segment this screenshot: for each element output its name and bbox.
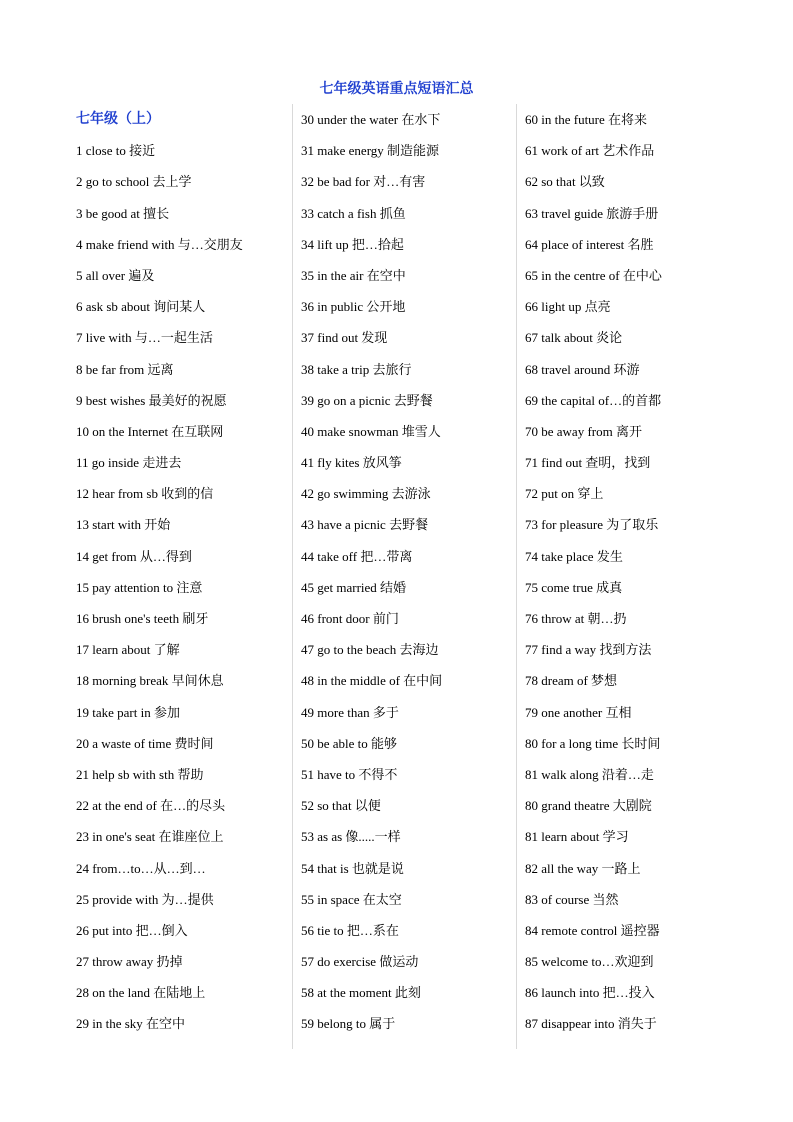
phrase-entry: 25 provide with 为…提供 bbox=[76, 891, 214, 907]
phrase-entry: 7 live with 与…一起生活 bbox=[76, 330, 213, 346]
phrase-entry: 77 find a way 找到方法 bbox=[525, 642, 652, 658]
phrase-entry: 72 put on 穿上 bbox=[525, 486, 604, 502]
phrase-entry: 49 more than 多于 bbox=[301, 704, 399, 720]
phrase-entry: 79 one another 互相 bbox=[525, 704, 632, 720]
phrase-entry: 80 for a long time 长时间 bbox=[525, 735, 661, 751]
phrase-entry: 38 take a trip 去旅行 bbox=[301, 361, 412, 377]
column-2 bbox=[292, 104, 515, 1049]
phrase-entry: 46 front door 前门 bbox=[301, 611, 399, 626]
phrase-entry: 73 for pleasure 为了取乐 bbox=[525, 517, 659, 533]
phrase-entry: 69 the capital of…的首都 bbox=[525, 392, 662, 408]
phrase-entry: 11 go inside 走进去 bbox=[76, 455, 182, 471]
phrase-entry: 67 talk about 炎论 bbox=[525, 330, 623, 346]
phrase-entry: 6 ask sb about 询问某人 bbox=[76, 299, 206, 315]
phrase-entry: 32 be bad for 对…有害 bbox=[301, 174, 426, 190]
phrase-entry: 56 tie to 把…系在 bbox=[301, 922, 399, 938]
phrase-entry: 37 find out 发现 bbox=[301, 330, 388, 346]
phrase-entry: 9 best wishes 最美好的祝愿 bbox=[76, 392, 227, 408]
phrase-entry: 60 in the future 在将来 bbox=[525, 112, 648, 127]
phrase-entry: 34 lift up 把…拾起 bbox=[301, 236, 404, 252]
phrase-entry: 47 go to the beach 去海边 bbox=[301, 642, 439, 658]
phrase-entry: 1 close to 接近 bbox=[76, 143, 156, 159]
phrase-entry: 36 in public 公开地 bbox=[301, 299, 406, 315]
phrase-entry: 26 put into 把…倒入 bbox=[76, 922, 188, 938]
phrase-entry: 50 be able to 能够 bbox=[301, 735, 398, 751]
phrase-entry: 85 welcome to…欢迎到 bbox=[525, 954, 654, 970]
phrase-entry: 5 all over 遍及 bbox=[76, 267, 155, 283]
phrase-entry: 54 that is 也就是说 bbox=[301, 860, 404, 876]
phrase-entry: 4 make friend with 与…交朋友 bbox=[76, 236, 243, 252]
column-1 bbox=[68, 104, 290, 1049]
phrase-entry: 33 catch a fish 抓鱼 bbox=[301, 205, 406, 221]
phrase-entry: 35 in the air 在空中 bbox=[301, 267, 406, 283]
page-title: 七年级英语重点短语汇总 bbox=[319, 82, 474, 97]
phrase-entry: 58 at the moment 此刻 bbox=[301, 985, 421, 1001]
phrase-entry: 18 morning break 早间休息 bbox=[76, 673, 224, 689]
phrase-entry: 71 find out 查明，找到 bbox=[525, 455, 651, 471]
phrase-entry: 66 light up 点亮 bbox=[525, 299, 611, 315]
phrase-entry: 15 pay attention to 注意 bbox=[76, 579, 203, 595]
phrase-entry: 78 dream of 梦想 bbox=[525, 673, 618, 689]
phrase-entry: 45 get married 结婚 bbox=[301, 579, 407, 595]
phrase-entry: 12 hear from sb 收到的信 bbox=[76, 486, 214, 502]
phrase-entry: 17 learn about 了解 bbox=[76, 642, 180, 658]
phrase-entry: 48 in the middle of 在中间 bbox=[301, 673, 443, 689]
phrase-entry: 65 in the centre of 在中心 bbox=[525, 267, 662, 283]
phrase-entry: 10 on the Internet 在互联网 bbox=[76, 423, 224, 439]
phrase-entry: 81 learn about 学习 bbox=[525, 829, 629, 845]
phrase-entry: 30 under the water 在水下 bbox=[301, 112, 441, 127]
phrase-entry: 51 have to 不得不 bbox=[301, 766, 398, 782]
phrase-entry: 63 travel guide 旅游手册 bbox=[525, 205, 659, 221]
column-3 bbox=[516, 104, 739, 1049]
phrase-entry: 3 be good at 擅长 bbox=[76, 205, 170, 221]
phrase-entry: 43 have a picnic 去野餐 bbox=[301, 517, 429, 533]
phrase-entry: 57 do exercise 做运动 bbox=[301, 954, 419, 970]
phrase-entry: 29 in the sky 在空中 bbox=[76, 1016, 186, 1032]
phrase-entry: 80 grand theatre 大剧院 bbox=[525, 798, 652, 814]
phrase-entry: 87 disappear into 消失于 bbox=[525, 1016, 657, 1032]
phrase-entry: 44 take off 把…带离 bbox=[301, 548, 413, 564]
phrase-entry: 14 get from 从…得到 bbox=[76, 548, 192, 564]
phrase-entry: 42 go swimming 去游泳 bbox=[301, 486, 431, 502]
phrase-entry: 61 work of art 艺术作品 bbox=[525, 143, 655, 159]
phrase-entry: 2 go to school 去上学 bbox=[76, 174, 192, 190]
phrase-entry: 16 brush one's teeth 刷牙 bbox=[76, 611, 209, 626]
phrase-entry: 19 take part in 参加 bbox=[76, 704, 180, 720]
phrase-entry: 74 take place 发生 bbox=[525, 548, 623, 564]
phrase-entry: 21 help sb with sth 帮助 bbox=[76, 766, 204, 782]
phrase-entry: 23 in one's seat 在谁座位上 bbox=[76, 829, 224, 845]
phrase-entry: 81 walk along 沿着…走 bbox=[525, 766, 654, 782]
phrase-entry: 31 make energy 制造能源 bbox=[301, 143, 440, 159]
phrase-entry: 52 so that 以便 bbox=[301, 798, 381, 814]
phrase-entry: 59 belong to 属于 bbox=[301, 1016, 396, 1032]
phrase-entry: 70 be away from 离开 bbox=[525, 423, 642, 439]
phrase-entry: 22 at the end of 在…的尽头 bbox=[76, 798, 226, 814]
phrase-entry: 55 in space 在太空 bbox=[301, 891, 402, 907]
phrase-entry: 40 make snowman 堆雪人 bbox=[301, 423, 441, 439]
phrase-entry: 84 remote control 遥控器 bbox=[525, 922, 660, 938]
phrase-entry: 62 so that 以致 bbox=[525, 174, 605, 190]
phrase-entry: 86 launch into 把…投入 bbox=[525, 985, 655, 1001]
section-heading: 七年级（上） bbox=[76, 112, 160, 127]
phrase-entry: 13 start with 开始 bbox=[76, 517, 171, 533]
phrase-entry: 24 from…to…从…到… bbox=[76, 860, 206, 876]
phrase-entry: 75 come true 成真 bbox=[525, 579, 623, 595]
phrase-entry: 20 a waste of time 费时间 bbox=[76, 735, 214, 751]
phrase-entry: 82 all the way 一路上 bbox=[525, 860, 641, 876]
phrase-entry: 68 travel around 环游 bbox=[525, 361, 640, 377]
phrase-entry: 28 on the land 在陆地上 bbox=[76, 985, 206, 1001]
phrase-entry: 41 fly kites 放风筝 bbox=[301, 455, 402, 471]
phrase-entry: 8 be far from 远离 bbox=[76, 361, 174, 377]
phrase-entry: 39 go on a picnic 去野餐 bbox=[301, 392, 433, 408]
phrase-entry: 27 throw away 扔掉 bbox=[76, 954, 183, 970]
phrase-entry: 53 as as 像.....一样 bbox=[301, 829, 401, 845]
phrase-entry: 83 of course 当然 bbox=[525, 891, 619, 907]
phrase-entry: 64 place of interest 名胜 bbox=[525, 236, 654, 252]
phrase-entry: 76 throw at 朝…扔 bbox=[525, 611, 627, 626]
